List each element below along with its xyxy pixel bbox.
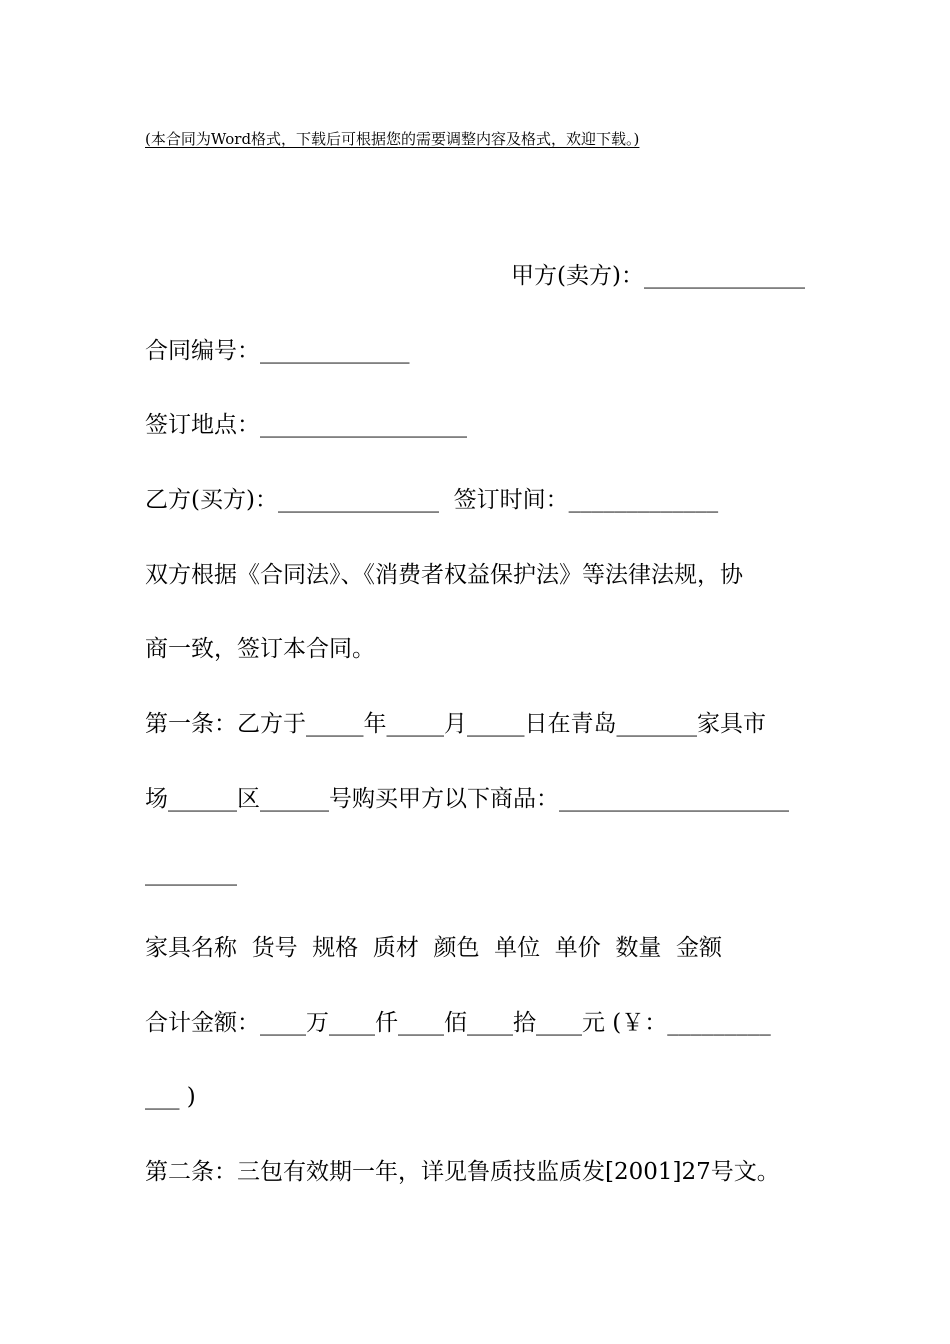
contract-number-line: 合同编号：_____________	[145, 338, 410, 364]
total-amount-line-1: 合计金额：____万____仟____佰____拾____元 (￥：_________	[145, 1010, 771, 1036]
article-1-line-1: 第一条：乙方于_____年_____月_____日在青岛_______家具市	[145, 711, 766, 737]
party-a-line: 甲方(卖方)：______________	[511, 263, 805, 289]
total-amount-line-2: ___ )	[145, 1084, 196, 1110]
signing-place-line: 签订地点：__________________	[145, 412, 467, 438]
article-1-line-3: ________	[145, 860, 237, 886]
article-2-line: 第二条：三包有效期一年，详见鲁质技监质发[2001]27号文。	[145, 1159, 780, 1185]
party-b-line: 乙方(买方)：______________ 签订时间：_____________	[145, 487, 719, 513]
header-note: (本合同为Word格式，下载后可根据您的需要调整内容及格式，欢迎下载。)	[145, 130, 640, 148]
article-1-line-2: 场______区______号购买甲方以下商品：____________________	[145, 786, 789, 812]
preamble-line-2: 商一致，签订本合同。	[145, 636, 375, 662]
goods-table-header: 家具名称 货号 规格 质材 颜色 单位 单价 数量 金额	[145, 935, 722, 961]
preamble-line-1: 双方根据《合同法》、《消费者权益保护法》等法律法规，协	[145, 562, 743, 588]
